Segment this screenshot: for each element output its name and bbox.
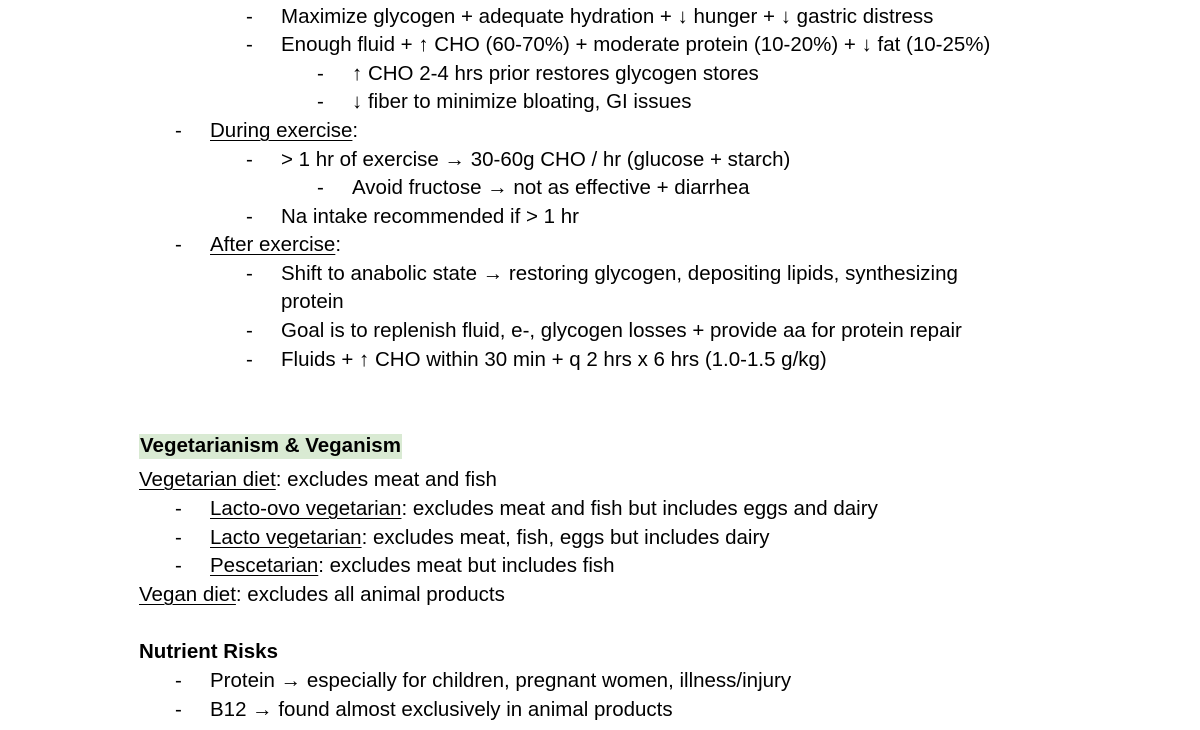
term-after-exercise: After exercise [210, 233, 336, 256]
item-text: ↓ fiber to minimize bloating, GI issues [352, 90, 692, 113]
bullet-dash: - [317, 90, 324, 113]
term-during-exercise: During exercise [210, 119, 353, 142]
bullet-dash: - [246, 205, 253, 228]
bullet-dash: - [246, 33, 253, 56]
item-text: Enough fluid + ↑ CHO (60-70%) + moderate protein (10-20%) + ↓ fat (10-25%) [281, 33, 991, 56]
item-text: ↑ CHO 2-4 hrs prior restores glycogen stores [352, 62, 759, 85]
item-text: Goal is to replenish fluid, e-, glycogen losses + provide aa for protein repair [281, 319, 962, 342]
section-term-line [210, 231, 341, 259]
definition-text: : excludes meat and fish [275, 468, 497, 491]
definition-line [210, 495, 878, 523]
term-colon: : [352, 119, 359, 142]
section-heading-vegetarianism [139, 432, 402, 460]
item-text: Avoid fructose → not as effective + diarrhea [352, 176, 750, 199]
bullet-dash: - [246, 348, 253, 371]
item-text: Protein → especially for children, pregnant women, illness/injury [210, 669, 792, 692]
item-text: > 1 hr of exercise → 30-60g CHO / hr (glucose + starch) [281, 148, 791, 171]
bullet-dash: - [175, 119, 182, 142]
term-vegan-diet: Vegan diet [139, 583, 236, 606]
item-text: Fluids + ↑ CHO within 30 min + q 2 hrs x 6 hrs (1.0-1.5 g/kg) [281, 348, 827, 371]
term-vegetarian-diet: Vegetarian diet [139, 468, 276, 491]
item-text: protein [281, 290, 344, 313]
definition-line [139, 466, 497, 494]
item-text: Na intake recommended if > 1 hr [281, 205, 579, 228]
definition-text: : excludes meat, fish, eggs but includes dairy [361, 526, 770, 549]
term-colon: : [335, 233, 342, 256]
term-lacto: Lacto vegetarian [210, 526, 362, 549]
definition-text: : excludes meat but includes fish [318, 554, 615, 577]
bullet-dash: - [317, 176, 324, 199]
bullet-dash: - [175, 669, 182, 692]
bullet-dash: - [175, 698, 182, 721]
definition-line [210, 524, 770, 552]
bullet-dash: - [175, 526, 182, 549]
bullet-dash: - [246, 319, 253, 342]
bullet-dash: - [175, 233, 182, 256]
bullet-dash: - [246, 5, 253, 28]
definition-line [139, 581, 505, 609]
item-text: Shift to anabolic state → restoring glycogen, depositing lipids, synthesizing [281, 262, 958, 285]
heading-text: Vegetarianism & Veganism [140, 434, 401, 457]
definition-text: : excludes all animal products [235, 583, 505, 606]
bullet-dash: - [175, 554, 182, 577]
section-term-line [210, 117, 358, 145]
item-text: Maximize glycogen + adequate hydration + ↓ hunger + ↓ gastric distress [281, 5, 934, 28]
item-text: B12 → found almost exclusively in animal products [210, 698, 673, 721]
term-pescetarian: Pescetarian [210, 554, 319, 577]
term-lacto-ovo: Lacto-ovo vegetarian [210, 497, 402, 520]
bullet-dash: - [246, 262, 253, 285]
definition-line [210, 552, 615, 580]
heading-text: Nutrient Risks [139, 640, 278, 663]
definition-text: : excludes meat and fish but includes eggs and dairy [401, 497, 878, 520]
bullet-dash: - [246, 148, 253, 171]
bullet-dash: - [317, 62, 324, 85]
bullet-dash: - [175, 497, 182, 520]
section-heading-nutrient-risks [139, 638, 278, 666]
